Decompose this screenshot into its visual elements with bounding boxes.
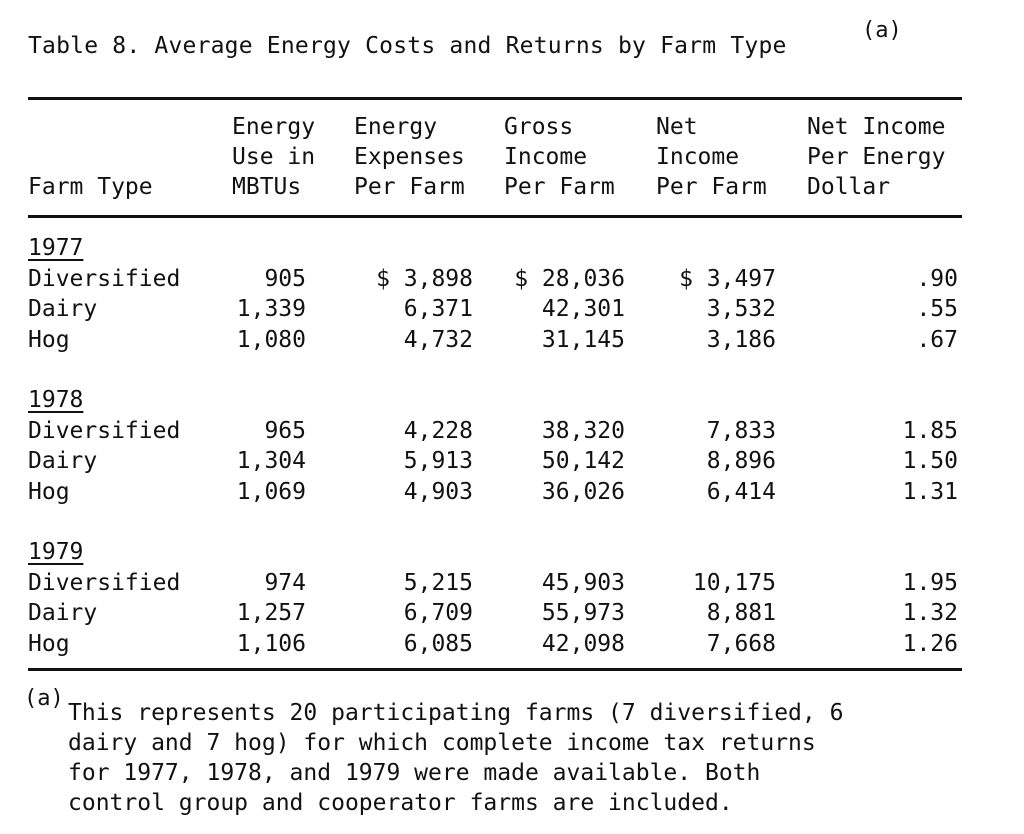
footnote-mark: (a) (24, 686, 64, 711)
cell-energy-expenses: 5,215 (403, 569, 473, 596)
cell-net-income: 3,532 (706, 296, 776, 322)
table-title: Table 8. Average Energy Costs and Returns by Farm Type (28, 33, 787, 59)
header-energy-use: Energy Use in MBTUs (232, 114, 316, 200)
cell-gross-income: 42,301 (541, 296, 625, 322)
cell-energy-expenses: 6,085 (403, 630, 473, 657)
cell-net-income: 7,668 (706, 630, 776, 657)
cell-gross-income: $ 28,036 (514, 265, 625, 292)
cell-energy-use: 965 (264, 417, 306, 444)
cell-energy-use: 1,257 (236, 600, 306, 626)
cell-net-per-dollar: 1.85 (902, 417, 958, 444)
cell-net-per-dollar: .90 (916, 265, 958, 292)
year-label: 1979 (28, 539, 84, 565)
header-net-income: Net Income Per Farm (656, 114, 767, 200)
cell-energy-use: 905 (264, 265, 306, 292)
cell-energy-use: 1,069 (236, 478, 306, 505)
cell-energy-use: 1,339 (236, 296, 306, 322)
cell-energy-use: 974 (264, 569, 306, 596)
cell-net-per-dollar: 1.95 (902, 569, 958, 596)
cell-gross-income: 55,973 (541, 600, 625, 626)
title-footnote-mark: (a) (862, 18, 902, 43)
cell-farm-type: Hog (28, 326, 70, 353)
cell-farm-type: Hog (28, 478, 70, 505)
cell-farm-type: Diversified (28, 417, 181, 444)
header-gross-income: Gross Income Per Farm (504, 114, 615, 200)
cell-net-income: 10,175 (692, 569, 776, 596)
footnote-text: This represents 20 participating farms (7 diversified, 6 dairy and 7 hog) for which complete income tax returns for 1977, 1978, and 1979 were made available. Both control group and cooperator farms are included. (68, 700, 844, 816)
table-header-rule (28, 215, 962, 218)
cell-farm-type: Dairy (28, 448, 98, 474)
cell-gross-income: 45,903 (541, 569, 625, 596)
cell-energy-expenses: 4,228 (403, 417, 473, 444)
cell-gross-income: 31,145 (541, 326, 625, 353)
cell-farm-type: Dairy (28, 600, 98, 626)
cell-energy-expenses: 4,732 (403, 326, 473, 353)
cell-energy-expenses: 5,913 (403, 448, 473, 474)
cell-energy-expenses: 6,709 (403, 600, 473, 626)
cell-net-income: 7,833 (706, 417, 776, 444)
table-top-rule (28, 97, 962, 100)
cell-energy-use: 1,304 (236, 448, 306, 474)
table-bottom-rule (28, 668, 962, 671)
cell-net-per-dollar: 1.31 (902, 478, 958, 505)
cell-net-income: 6,414 (706, 478, 776, 505)
cell-farm-type: Diversified (28, 265, 181, 292)
cell-net-per-dollar: .55 (916, 296, 958, 322)
cell-farm-type: Hog (28, 630, 70, 657)
cell-farm-type: Diversified (28, 569, 181, 596)
year-label: 1977 (28, 235, 84, 261)
cell-net-per-dollar: .67 (916, 326, 958, 353)
cell-gross-income: 42,098 (541, 630, 625, 657)
header-farm-type: Farm Type (28, 174, 153, 200)
cell-energy-expenses: $ 3,898 (376, 265, 473, 292)
cell-gross-income: 50,142 (541, 448, 625, 474)
header-energy-expenses: Energy Expenses Per Farm (354, 114, 465, 200)
cell-gross-income: 38,320 (541, 417, 625, 444)
cell-net-per-dollar: 1.32 (902, 600, 958, 626)
cell-energy-expenses: 4,903 (403, 478, 473, 505)
cell-net-income: 8,896 (706, 448, 776, 474)
cell-energy-use: 1,106 (236, 630, 306, 657)
cell-energy-expenses: 6,371 (403, 296, 473, 322)
cell-net-per-dollar: 1.50 (902, 448, 958, 474)
cell-net-income: 3,186 (706, 326, 776, 353)
cell-farm-type: Dairy (28, 296, 98, 322)
header-net-per-dollar: Net Income Per Energy Dollar (807, 114, 946, 200)
cell-net-income: 8,881 (706, 600, 776, 626)
cell-energy-use: 1,080 (236, 326, 306, 353)
cell-gross-income: 36,026 (541, 478, 625, 505)
cell-net-per-dollar: 1.26 (902, 630, 958, 657)
year-label: 1978 (28, 387, 84, 413)
cell-net-income: $ 3,497 (679, 265, 776, 292)
